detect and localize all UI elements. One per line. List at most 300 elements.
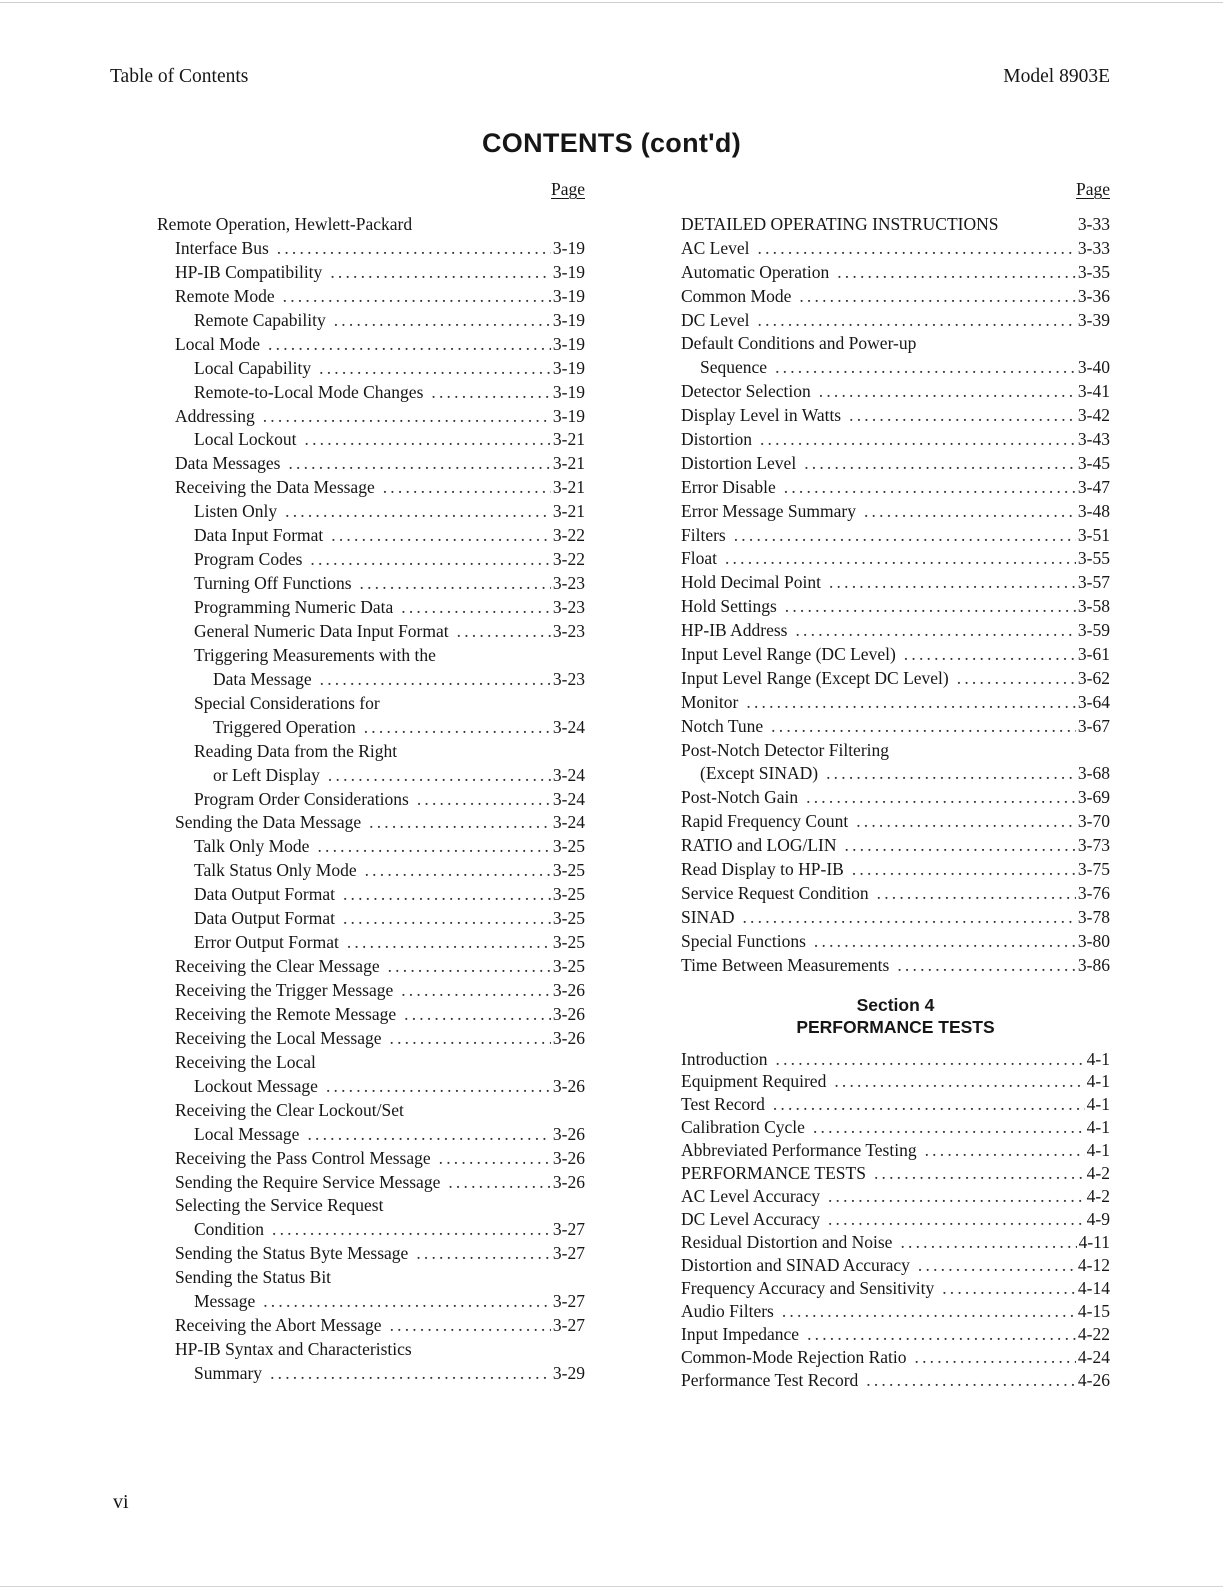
toc-entry-page: 4-1 — [1086, 1094, 1110, 1115]
toc-entry — [681, 500, 1110, 524]
dot-leader — [795, 619, 1075, 643]
toc-entry-page: 3-24 — [552, 788, 585, 809]
page-column-label: Page — [550, 179, 585, 199]
toc-entry-label: Read Display to HP-IB — [681, 859, 844, 880]
toc-entry — [157, 452, 585, 476]
toc-entry-line — [157, 931, 585, 955]
page-column-label: Page — [1075, 179, 1110, 199]
toc-entry-page: 4-15 — [1077, 1300, 1110, 1321]
dot-leader — [742, 906, 1075, 930]
toc-entry-label: Common Mode — [681, 285, 792, 306]
toc-entry-line — [157, 1362, 585, 1386]
dot-leader — [771, 715, 1076, 739]
toc-entry — [681, 476, 1110, 500]
dot-leader — [369, 811, 551, 835]
toc-entry-line — [157, 1314, 585, 1338]
toc-entry — [681, 1185, 1110, 1208]
toc-entry-label: Detector Selection — [681, 381, 811, 402]
toc-entry-label: Introduction — [681, 1048, 768, 1069]
toc-entry-label: Float — [681, 548, 717, 569]
toc-entry-label: Time Between Measurements — [681, 954, 890, 975]
toc-entry-page: 3-21 — [552, 501, 585, 522]
toc-entry — [681, 1162, 1110, 1185]
toc-entry-page: 3-26 — [552, 1027, 585, 1048]
toc-entry-page: 3-21 — [552, 477, 585, 498]
dot-leader — [310, 548, 551, 572]
dot-leader — [390, 1314, 551, 1338]
toc-entry-line — [681, 930, 1110, 954]
toc-entry-line — [157, 1242, 585, 1266]
toc-entry — [157, 381, 585, 405]
toc-entry-line — [157, 1099, 585, 1123]
toc-entry-page: 3-21 — [552, 429, 585, 450]
toc-entry-label: Automatic Operation — [681, 261, 830, 282]
dot-leader — [813, 1116, 1085, 1139]
dot-leader — [828, 1185, 1085, 1208]
toc-entry — [681, 739, 1110, 787]
toc-entry-line — [681, 1162, 1110, 1185]
toc-entry-page: 3-70 — [1077, 811, 1110, 832]
toc-entry-label: SINAD — [681, 906, 735, 927]
dot-leader — [448, 1171, 551, 1195]
dot-leader — [807, 1323, 1076, 1346]
toc-entry-page: 3-57 — [1077, 572, 1110, 593]
toc-entry-label: Calibration Cycle — [681, 1117, 805, 1138]
toc-entry-page: 3-45 — [1077, 452, 1110, 473]
dot-leader — [431, 381, 551, 405]
toc-entry-page: 3-64 — [1077, 691, 1110, 712]
toc-entry-page: 3-26 — [552, 1147, 585, 1168]
toc-entry-label: AC Level Accuracy — [681, 1186, 820, 1207]
toc-entry-line — [157, 716, 585, 740]
toc-entry — [681, 786, 1110, 810]
dot-leader — [364, 716, 551, 740]
dot-leader — [317, 835, 550, 859]
toc-entry-line — [157, 357, 585, 381]
toc-entry-page: 3-24 — [552, 764, 585, 785]
toc-entry-label: Post-Notch Detector Filtering — [681, 739, 890, 760]
toc-entry — [681, 1369, 1110, 1392]
toc-entry-page: 3-23 — [552, 620, 585, 641]
toc-entry-line — [157, 1194, 585, 1218]
toc-entry-line — [681, 1277, 1110, 1300]
dot-leader — [746, 691, 1076, 715]
toc-entry-label: Display Level in Watts — [681, 405, 842, 426]
toc-entry-label: HP-IB Address — [681, 620, 788, 641]
toc-entry-label: Summary — [194, 1363, 263, 1383]
dot-leader — [877, 882, 1076, 906]
toc-entry-line — [681, 834, 1110, 858]
toc-entry-line — [157, 428, 585, 452]
toc-entry — [681, 380, 1110, 404]
toc-entry-page: 3-33 — [1077, 237, 1110, 258]
dot-leader — [852, 858, 1076, 882]
toc-entry-label: AC Level — [681, 237, 750, 258]
toc-entry — [157, 261, 585, 285]
toc-entry-label: Input Impedance — [681, 1323, 800, 1344]
toc-entry-line — [681, 213, 1110, 237]
dot-leader — [784, 476, 1076, 500]
toc-entry-page: 3-25 — [552, 860, 585, 881]
toc-entry-page: 3-47 — [1077, 476, 1110, 497]
toc-left-column — [157, 178, 585, 1386]
toc-entry-label: Sending the Data Message — [175, 812, 362, 833]
toc-section4-list — [681, 1048, 1110, 1392]
toc-entry — [681, 332, 1110, 380]
dot-leader — [874, 1162, 1085, 1185]
toc-entry-page: 4-22 — [1077, 1323, 1110, 1344]
toc-entry-label: Data Input Format — [194, 525, 324, 546]
toc-entry — [157, 548, 585, 572]
dot-leader — [734, 524, 1076, 548]
toc-entry-line — [681, 786, 1110, 810]
toc-entry-page: 4-2 — [1086, 1186, 1110, 1207]
toc-entry — [681, 906, 1110, 930]
toc-entry-label: Input Level Range (Except DC Level) — [681, 667, 949, 688]
dot-leader — [401, 979, 551, 1003]
toc-entry-label: Receiving the Data Message — [175, 477, 375, 498]
toc-entry-line — [681, 1323, 1110, 1346]
toc-entry-label: Sending the Status Byte Message — [175, 1243, 409, 1264]
toc-entry — [681, 834, 1110, 858]
toc-entry-label: Turning Off Functions — [194, 573, 352, 594]
toc-entry-line — [681, 261, 1110, 285]
toc-entry-label: Post-Notch Gain — [681, 787, 799, 808]
dot-leader — [307, 1123, 550, 1147]
toc-entry-label: Abbreviated Performance Testing — [681, 1140, 917, 1161]
dot-leader — [897, 954, 1076, 978]
dot-leader — [388, 955, 551, 979]
toc-entry-label: Local Capability — [194, 357, 312, 378]
toc-entry-line — [157, 524, 585, 548]
toc-entry-line — [681, 667, 1110, 691]
toc-entry-label: Message — [194, 1291, 256, 1312]
toc-entry-label: Remote Capability — [194, 309, 326, 330]
toc-entry-page: 3-86 — [1077, 954, 1110, 975]
dot-leader — [758, 309, 1076, 333]
toc-entry-page: 3-41 — [1077, 381, 1110, 402]
dot-leader — [416, 1242, 551, 1266]
dot-leader — [457, 620, 551, 644]
toc-entry — [681, 237, 1110, 261]
toc-entry-label: Program Codes — [194, 549, 303, 570]
toc-entry-label: Triggering Measurements with the — [194, 644, 436, 665]
toc-entry-label: DC Level — [681, 309, 750, 330]
toc-entry-page: 3-80 — [1077, 930, 1110, 951]
toc-entry-line — [681, 954, 1110, 978]
toc-entry-line — [681, 1116, 1110, 1139]
toc-entry-page: 4-26 — [1077, 1369, 1110, 1390]
toc-entry — [681, 571, 1110, 595]
toc-entry — [157, 1338, 585, 1386]
toc-entry-line — [681, 739, 1110, 763]
toc-entry-label: Receiving the Remote Message — [175, 1003, 397, 1024]
toc-entry — [157, 1099, 585, 1147]
toc-entry-line — [157, 596, 585, 620]
toc-entry — [681, 1277, 1110, 1300]
toc-entry-page: 3-23 — [552, 597, 585, 617]
toc-entry-line — [157, 907, 585, 931]
dot-leader — [900, 1231, 1076, 1254]
dot-leader — [799, 285, 1076, 309]
dot-leader — [360, 572, 551, 596]
toc-entry-label: Sequence — [700, 357, 768, 378]
toc-right-column — [681, 178, 1110, 1392]
dot-leader — [773, 1093, 1085, 1116]
toc-entry-page: 3-19 — [552, 309, 585, 330]
dot-leader — [785, 595, 1076, 619]
toc-entry-line — [157, 1338, 585, 1362]
toc-entry — [157, 1147, 585, 1171]
toc-entry-line — [681, 1093, 1110, 1116]
toc-entry-label: Sending the Require Service Message — [175, 1171, 441, 1192]
toc-entry-line — [681, 1346, 1110, 1369]
toc-entry-page: 3-21 — [552, 453, 585, 474]
toc-entry-label: Receiving the Local — [175, 1051, 316, 1072]
dot-leader — [942, 1277, 1076, 1300]
toc-entry-label: Talk Only Mode — [194, 836, 310, 857]
toc-entry-page: 3-78 — [1077, 906, 1110, 927]
toc-entry-page: 3-55 — [1077, 548, 1110, 569]
toc-entry-line — [681, 500, 1110, 524]
toc-entry-line — [157, 1218, 585, 1242]
toc-entry-label: DC Level Accuracy — [681, 1209, 820, 1230]
toc-entry-line — [157, 1290, 585, 1314]
dot-leader — [263, 1290, 551, 1314]
dot-leader — [319, 357, 551, 381]
section-heading: Section 4 — [856, 994, 935, 1015]
toc-entry-label: Remote Operation, Hewlett-Packard — [157, 214, 413, 234]
toc-entry-page: 3-26 — [552, 1171, 585, 1192]
toc-entry-page: 3-22 — [552, 549, 585, 570]
toc-entry-line — [157, 1075, 585, 1099]
dot-leader — [814, 930, 1076, 954]
dot-leader — [904, 643, 1076, 667]
running-header-right: Model 8903E — [1003, 66, 1110, 87]
dot-leader — [804, 452, 1076, 476]
toc-entry-page: 3-23 — [552, 573, 585, 594]
dot-leader — [725, 547, 1076, 571]
toc-entry-label: Listen Only — [194, 501, 278, 522]
toc-entry-line — [681, 906, 1110, 930]
toc-entry-label: Input Level Range (DC Level) — [681, 644, 896, 665]
toc-entry-page: 4-9 — [1086, 1209, 1110, 1230]
toc-entry-line — [681, 643, 1110, 667]
dot-leader — [285, 500, 551, 524]
toc-entry-line — [681, 1185, 1110, 1208]
toc-entry-page: 3-51 — [1077, 524, 1110, 545]
dot-leader — [864, 500, 1076, 524]
toc-entry-line — [157, 1051, 585, 1075]
page-title: CONTENTS (cont'd) — [482, 128, 741, 158]
toc-entry-label: Receiving the Clear Lockout/Set — [175, 1099, 404, 1120]
toc-entry-line — [681, 619, 1110, 643]
toc-entry-label: Programming Numeric Data — [194, 597, 394, 617]
page-folio: vi — [113, 1491, 129, 1513]
toc-entry-page: 3-76 — [1077, 882, 1110, 903]
toc-entry — [157, 979, 585, 1003]
toc-entry-line — [157, 644, 585, 668]
toc-entry-label: Performance Test Record — [681, 1369, 859, 1390]
toc-entry-page: 3-24 — [552, 716, 585, 737]
toc-entry — [157, 955, 585, 979]
toc-entry — [681, 1346, 1110, 1369]
toc-entry-line — [681, 1369, 1110, 1392]
toc-entry — [681, 547, 1110, 571]
toc-entry-page: 3-39 — [1077, 309, 1110, 330]
toc-entry-line — [157, 692, 585, 716]
toc-entry-label: Local Mode — [175, 333, 261, 354]
toc-entry — [157, 572, 585, 596]
toc-entry-label: Service Request Condition — [681, 882, 869, 903]
toc-entry — [157, 500, 585, 524]
toc-entry-page: 3-19 — [552, 237, 585, 258]
toc-entry-page: 3-27 — [552, 1291, 585, 1312]
dot-leader — [758, 237, 1076, 261]
toc-entry — [681, 1323, 1110, 1346]
dot-leader — [439, 1147, 551, 1171]
dot-leader — [263, 405, 551, 429]
toc-entry — [157, 428, 585, 452]
toc-right-list — [681, 213, 1110, 978]
toc-entry — [157, 237, 585, 261]
toc-entry — [681, 1254, 1110, 1277]
toc-entry — [681, 261, 1110, 285]
toc-entry-label: Default Conditions and Power-up — [681, 333, 917, 354]
toc-entry — [681, 954, 1110, 978]
toc-entry-label: Local Message — [194, 1123, 300, 1144]
toc-entry-label: HP-IB Compatibility — [175, 261, 323, 282]
toc-entry-page: 4-2 — [1086, 1163, 1110, 1184]
toc-entry-line — [681, 1254, 1110, 1277]
toc-entry — [157, 1194, 585, 1242]
toc-entry-page: 3-40 — [1077, 357, 1110, 378]
toc-entry-line — [681, 1208, 1110, 1231]
toc-entry-line — [681, 691, 1110, 715]
toc-entry — [157, 907, 585, 931]
toc-entry — [681, 1070, 1110, 1093]
toc-entry-page: 4-1 — [1086, 1071, 1110, 1092]
toc-entry-label: Special Functions — [681, 930, 806, 951]
toc-entry-line — [681, 428, 1110, 452]
toc-entry-line — [157, 811, 585, 835]
toc-entry-page: 3-19 — [552, 333, 585, 354]
dot-leader — [417, 788, 551, 812]
toc-entry-label: (Except SINAD) — [700, 763, 819, 784]
toc-entry-page: 3-59 — [1077, 620, 1110, 641]
toc-entry-line — [157, 1123, 585, 1147]
dot-leader — [305, 428, 551, 452]
dot-leader — [288, 452, 550, 476]
dot-leader — [925, 1139, 1085, 1162]
toc-entry-line — [157, 1266, 585, 1290]
toc-left-list — [157, 213, 585, 1386]
toc-entry-label: Monitor — [681, 691, 739, 712]
toc-entry — [157, 1266, 585, 1314]
toc-entry-page: 3-25 — [552, 836, 585, 857]
toc-entry-label: Test Record — [681, 1094, 765, 1115]
dot-leader — [776, 1048, 1085, 1071]
toc-entry-line — [681, 356, 1110, 380]
toc-entry-page: 3-26 — [552, 1075, 585, 1096]
toc-entry-line — [681, 595, 1110, 619]
toc-entry-label: Equipment Required — [681, 1071, 827, 1092]
toc-entry — [157, 1027, 585, 1051]
toc-entry-line — [681, 452, 1110, 476]
toc-entry — [681, 428, 1110, 452]
toc-entry-page: 4-1 — [1086, 1048, 1110, 1069]
toc-entry-line — [681, 332, 1110, 356]
toc-entry-page: 4-1 — [1086, 1117, 1110, 1138]
toc-entry — [157, 692, 585, 740]
toc-entry-label: Lockout Message — [194, 1075, 318, 1096]
toc-entry-label: Data Output Format — [194, 884, 335, 905]
toc-entry — [157, 357, 585, 381]
section-subheading: PERFORMANCE TESTS — [796, 1016, 995, 1037]
toc-entry-label: Common-Mode Rejection Ratio — [681, 1346, 907, 1367]
toc-entry-line — [157, 309, 585, 333]
toc-entry-page: 3-48 — [1077, 500, 1110, 521]
toc-entry — [681, 619, 1110, 643]
toc-entry-page: 3-29 — [552, 1363, 585, 1383]
toc-entry-label: Distortion and SINAD Accuracy — [681, 1254, 910, 1275]
toc-entry — [157, 213, 585, 237]
toc-entry-line — [681, 762, 1110, 786]
toc-entry-line — [681, 1231, 1110, 1254]
toc-entry-line — [681, 1139, 1110, 1162]
toc-entry — [157, 788, 585, 812]
dot-leader — [866, 1369, 1076, 1392]
toc-entry-label: Receiving the Clear Message — [175, 956, 380, 977]
toc-entry-page: 3-27 — [552, 1243, 585, 1264]
toc-entry-line — [157, 835, 585, 859]
toc-entry-page: 3-67 — [1077, 715, 1110, 736]
toc-entry-line — [157, 1171, 585, 1195]
toc-entry-line — [157, 668, 585, 692]
toc-entry-label: PERFORMANCE TESTS — [681, 1163, 866, 1184]
dot-leader — [331, 524, 551, 548]
toc-entry-label: Data Messages — [175, 453, 281, 474]
toc-entry — [157, 1003, 585, 1027]
toc-entry-line — [681, 882, 1110, 906]
toc-entry-line — [157, 381, 585, 405]
dot-leader — [401, 596, 551, 620]
toc-entry-line — [157, 883, 585, 907]
dot-leader — [330, 261, 551, 285]
dot-leader — [760, 428, 1076, 452]
toc-entry-line — [157, 548, 585, 572]
toc-entry-page: 3-19 — [552, 285, 585, 306]
dot-leader — [383, 476, 551, 500]
toc-entry — [157, 476, 585, 500]
toc-entry-line — [157, 979, 585, 1003]
toc-entry-line — [681, 524, 1110, 548]
toc-entry-page: 3-19 — [552, 261, 585, 282]
dot-leader — [918, 1254, 1076, 1277]
toc-entry-label: Special Considerations for — [194, 692, 380, 713]
toc-entry-page: 3-19 — [552, 357, 585, 378]
dot-leader — [268, 333, 551, 357]
toc-entry — [681, 309, 1110, 333]
toc-entry-label: Triggered Operation — [213, 716, 356, 737]
toc-entry — [681, 810, 1110, 834]
toc-entry-page: 3-42 — [1077, 405, 1110, 426]
toc-entry — [157, 524, 585, 548]
toc-entry — [157, 883, 585, 907]
toc-entry-label: Audio Filters — [681, 1300, 774, 1321]
toc-entry — [681, 691, 1110, 715]
toc-entry — [157, 931, 585, 955]
